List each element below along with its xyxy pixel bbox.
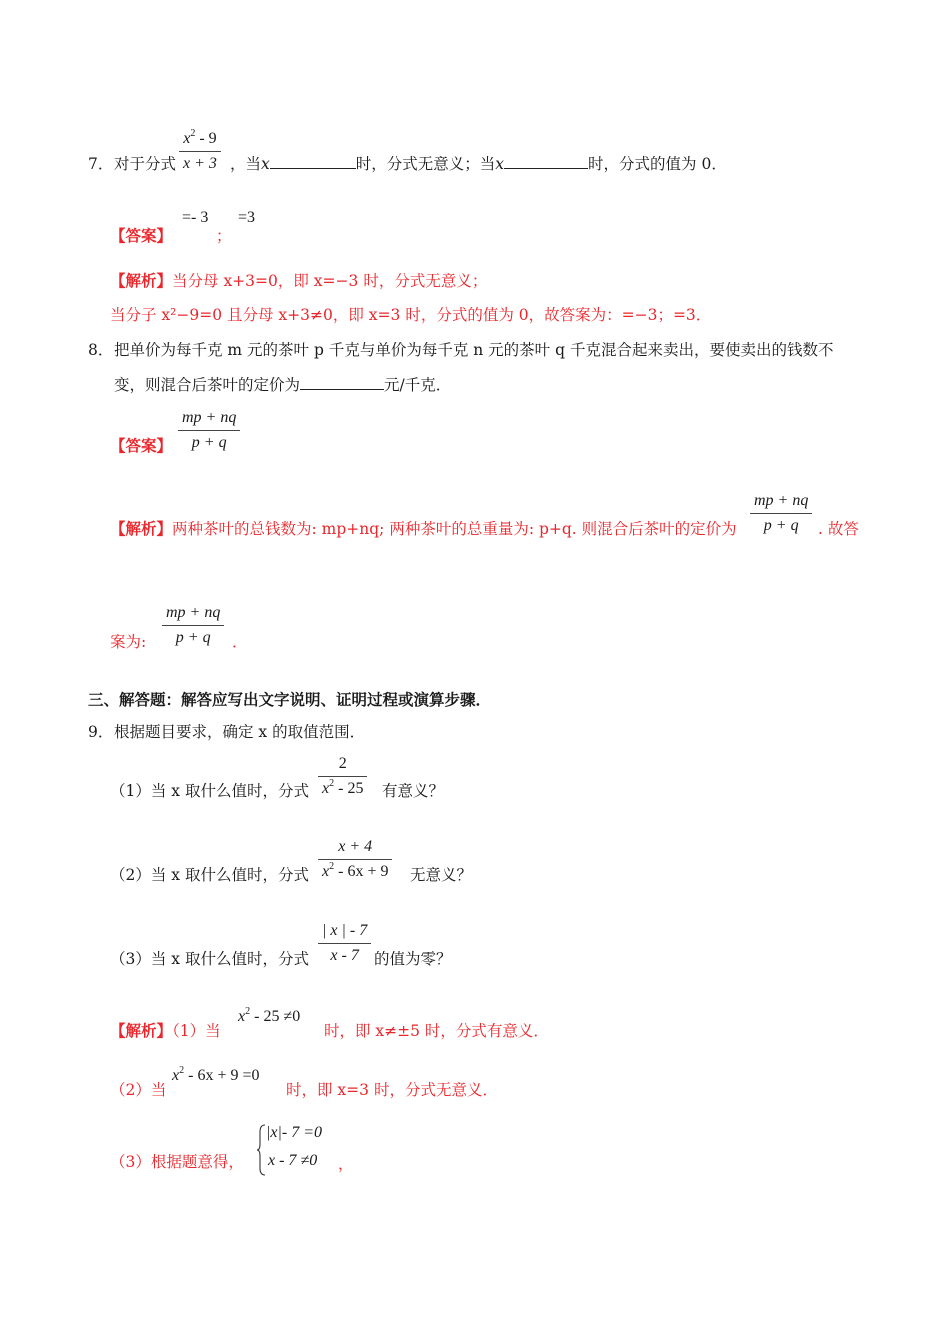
q9-analysis-a1: [110, 1019, 221, 1041]
q9-p2-num: x + 4: [318, 838, 392, 860]
q9-a1-math-rest: - 25 ≠0: [250, 1008, 301, 1025]
q9-a2-pre: （2）当: [110, 1081, 167, 1099]
q9-a1-math-base: x: [238, 1008, 246, 1025]
q7-analysis-text1: 当分母 x+3=0，即 x=−3 时，分式无意义；: [172, 272, 488, 290]
q7-mid1: ，当: [230, 155, 262, 173]
q8-line2-post: 元/千克．: [384, 376, 452, 394]
q9-p1-post: 有意义？: [382, 782, 445, 800]
q9-a2-math-base: x: [172, 1067, 180, 1084]
q9-a3-sys2: x - 7 ≠0: [268, 1152, 318, 1169]
q9-p1-fraction: [318, 755, 367, 798]
q8-blank[interactable]: [300, 375, 384, 390]
q7-answer-sep: ；: [216, 227, 232, 245]
q9-p3-fraction: [318, 922, 371, 965]
q9-number: 9．: [88, 723, 114, 741]
q7-end: 时，分式的值为 0．: [588, 155, 727, 173]
q8-line1: 把单价为每千克 m 元的茶叶 p 千克与单价为每千克 n 元的茶叶 q 千克混合起来卖出，要使卖出的钱数不: [114, 341, 834, 359]
q9-a3-pre: （3）根据题意得，: [110, 1153, 244, 1171]
q8-analysis-text: 两种茶叶的总钱数为: mp+nq; 两种茶叶的总重量为: p+q. 则混合后茶叶的定价为: [172, 520, 737, 538]
q9-stem: 根据题目要求，确定 x 的取值范围．: [114, 723, 366, 741]
section3-title: 三、解答题：解答应写出文字说明、证明过程或演算步骤．: [88, 690, 492, 709]
q9-a2-math-rest: - 6x + 9 =0: [184, 1067, 260, 1084]
q9-p3-den: x - 7: [330, 947, 359, 964]
q7-answer-label: 【答案】: [110, 226, 173, 245]
q9-p2-post: 无意义？: [410, 866, 473, 884]
q8-answer-num: mp + nq: [178, 409, 240, 431]
q9-a3-sys1: |x|- 7 =0: [266, 1124, 323, 1141]
q7-analysis-label: 【解析】: [110, 271, 173, 290]
q7-frac-num-exp: 2: [190, 128, 196, 139]
q9-a3-post: ，: [338, 1155, 354, 1173]
q8-analysis2-num: mp + nq: [162, 604, 224, 626]
q8-analysis-line2: 案为:: [110, 633, 147, 651]
q8-analysis2-den: p + q: [175, 629, 211, 646]
q8-analysis-label: 【解析】: [110, 519, 173, 538]
q8-answer-den: p + q: [191, 434, 227, 451]
q9-a2-math-exp: 2: [179, 1065, 185, 1076]
q7-analysis-line2: 当分子 x²−9=0 且分母 x+3≠0，即 x=3 时，分式的值为 0，故答案为：=−3；=3．: [110, 306, 712, 324]
q9-a2-post: 时，即 x=3 时，分式无意义．: [286, 1081, 498, 1099]
q8-analysis-tail: . 故答: [818, 520, 859, 538]
q9-a2-math: [172, 1067, 259, 1085]
q9-analysis-label: 【解析】: [110, 1021, 173, 1040]
q9-a3-brace: [256, 1124, 266, 1176]
q7-frac-den: x + 3: [183, 155, 217, 172]
q9-p2-den-rest: - 6x + 9: [334, 863, 389, 880]
q7-number: 7．: [88, 155, 114, 173]
q7-prefix: 对于分式: [114, 155, 177, 173]
q8-line2: [114, 373, 451, 395]
q8-line2-pre: 变，则混合后茶叶的定价为: [114, 376, 301, 394]
q9-p3-num: | x | - 7: [318, 922, 371, 944]
q8-answer-label: 【答案】: [110, 436, 173, 455]
q9-p2-fraction: [318, 838, 392, 881]
q9-p2-pre: （2）当 x 取什么值时，分式: [110, 866, 309, 884]
q9-a1-pre: （1）当: [172, 1022, 221, 1040]
q7-var2: x: [495, 155, 505, 173]
q8-analysis-fraction-2: [162, 604, 224, 647]
q7-middle: [230, 152, 727, 174]
q9-a1-math-exp: 2: [245, 1006, 251, 1017]
q9-p1-den-exp: 2: [329, 778, 335, 789]
q9-p1-pre: （1）当 x 取什么值时，分式: [110, 782, 309, 800]
q7-blank-2[interactable]: [504, 154, 588, 169]
q9-p1-num: 2: [318, 755, 367, 777]
q8-analysis-num: mp + nq: [750, 492, 812, 514]
q7-frac-num-base: x: [183, 130, 191, 147]
q8-analysis-dot: ．: [232, 633, 248, 651]
q8-analysis-den: p + q: [763, 517, 799, 534]
q7-frac-num-rest: - 9: [195, 130, 217, 147]
q9-p2-den-base: x: [322, 863, 330, 880]
q9-p1-den-base: x: [322, 780, 330, 797]
q7-var1: x: [261, 155, 270, 173]
q9-p3-pre: （3）当 x 取什么值时，分式: [110, 950, 309, 968]
q9-a1-post: 时，即 x≠±5 时，分式有意义．: [324, 1022, 549, 1040]
q7-blank-1[interactable]: [270, 154, 356, 169]
q9-p3-post: 的值为零？: [374, 950, 452, 968]
q7-fraction: [179, 130, 221, 173]
q9-p1-den-rest: - 25: [334, 780, 364, 797]
q8-analysis-line1: [110, 517, 737, 539]
q8-answer-fraction: [178, 409, 240, 452]
q7-answer-v2: =3: [238, 209, 256, 226]
q7-analysis-line1: [110, 269, 487, 291]
q7-mid2: 时，分式无意义；当: [355, 155, 496, 173]
q9-a1-math: [238, 1008, 300, 1026]
q8-number: 8．: [88, 341, 114, 359]
q8-analysis-fraction: [750, 492, 812, 535]
q9-p2-den-exp: 2: [329, 861, 335, 872]
q7-answer-v1: =- 3: [182, 209, 209, 226]
